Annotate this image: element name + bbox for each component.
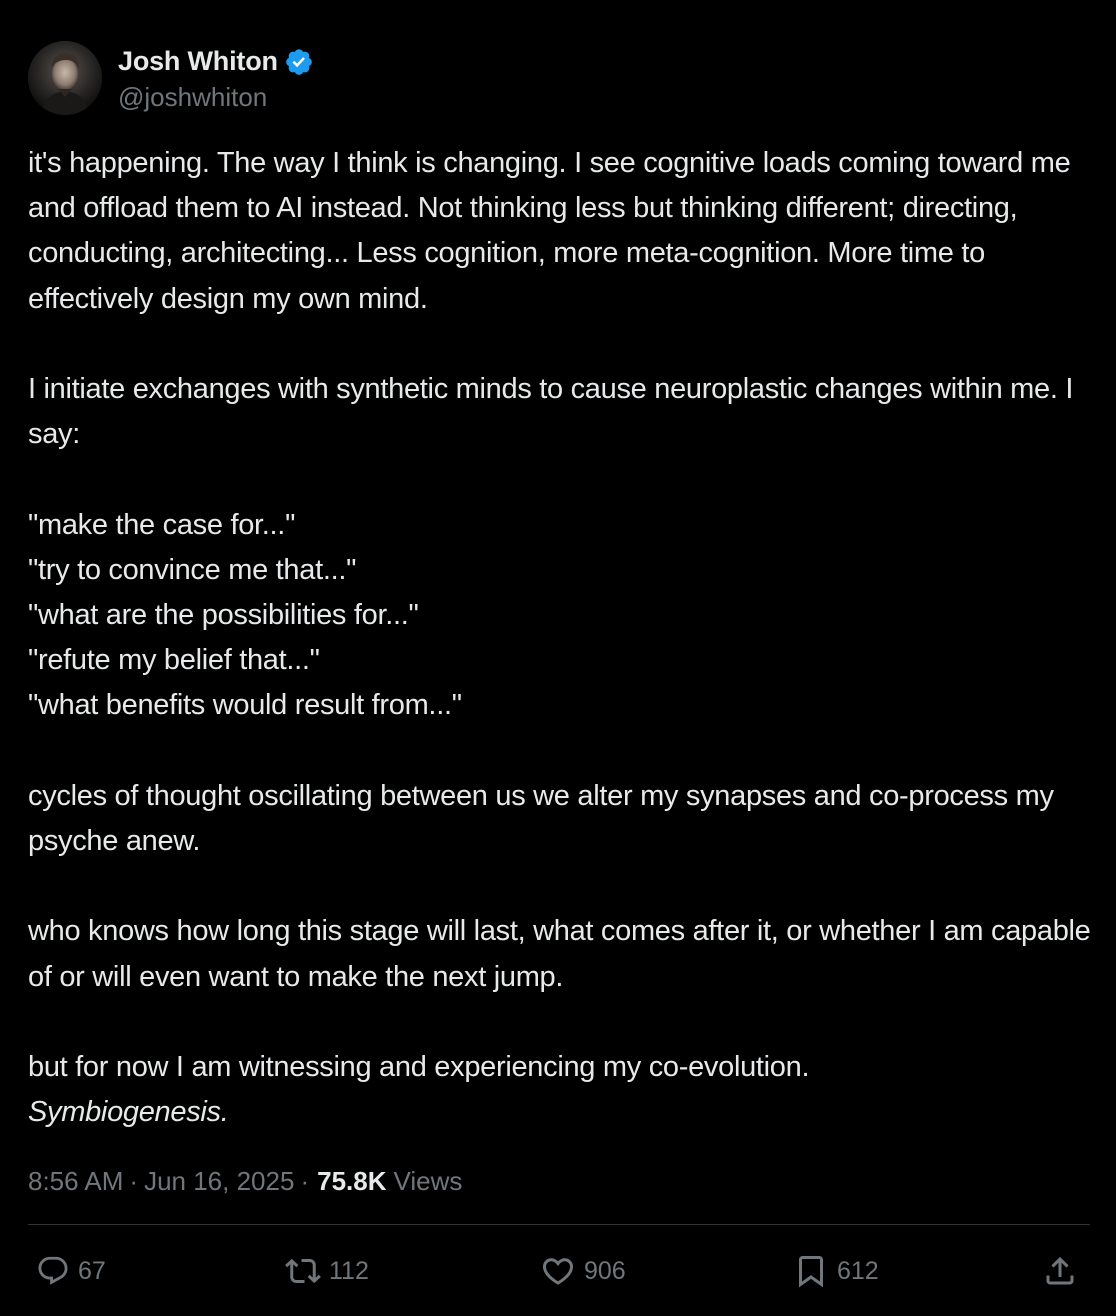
spacer xyxy=(28,457,1098,502)
reply-icon xyxy=(36,1254,70,1288)
bookmark-icon xyxy=(793,1253,829,1289)
display-name[interactable]: Josh Whiton xyxy=(118,46,278,76)
quote-line: "make the case for..." xyxy=(28,508,296,541)
quote-line: "what benefits would result from..." xyxy=(28,689,462,722)
spacer xyxy=(28,864,1098,909)
reply-count: 67 xyxy=(78,1256,106,1285)
tweet-header xyxy=(28,40,314,116)
paragraph: who knows how long this stage will last, what comes after it, or whether I am capable of or will even want to make the next jump. xyxy=(28,915,1091,993)
bookmark-count: 612 xyxy=(837,1256,879,1285)
post-time[interactable]: 8:56 AM xyxy=(28,1166,124,1196)
avatar[interactable] xyxy=(28,41,102,115)
reply-button[interactable] xyxy=(36,1246,106,1296)
share-button[interactable] xyxy=(1042,1246,1078,1296)
paragraph: I initiate exchanges with synthetic minds to cause neuroplastic changes within me. I say: xyxy=(28,373,1074,451)
handle[interactable]: @joshwhiton xyxy=(118,81,268,112)
post-date[interactable]: Jun 16, 2025 xyxy=(144,1166,295,1196)
views-label: Views xyxy=(393,1166,463,1196)
paragraph: but for now I am witnessing and experiencing my co-evolution. xyxy=(28,1050,810,1083)
like-button[interactable] xyxy=(540,1246,626,1296)
verified-badge-icon[interactable] xyxy=(284,47,314,77)
paragraph: it's happening. The way I think is changing. I see cognitive loads coming toward me and offload them to AI instead. Not thinking less but thinking different; directing, conducting, architecting... Less cognition, more meta-cognition. More time to effectively design my own mind. xyxy=(28,147,1071,315)
meta-separator: · xyxy=(129,1166,139,1196)
heart-icon xyxy=(540,1253,576,1289)
spacer xyxy=(28,322,1098,367)
repost-count: 112 xyxy=(329,1256,369,1285)
repost-icon xyxy=(285,1253,321,1289)
closing-word: Symbiogenesis. xyxy=(28,1096,229,1129)
profile-photo xyxy=(28,41,102,115)
quote-line: "try to convince me that..." xyxy=(28,553,357,586)
meta-separator: · xyxy=(300,1166,310,1196)
tweet-text xyxy=(28,141,1098,1135)
spacer xyxy=(28,729,1098,774)
divider xyxy=(28,1224,1090,1225)
views-count[interactable]: 75.8K xyxy=(317,1166,387,1196)
bookmark-button[interactable] xyxy=(793,1246,879,1296)
quote-line: "refute my belief that..." xyxy=(28,644,320,677)
action-bar xyxy=(0,1246,1116,1296)
repost-button[interactable] xyxy=(285,1246,369,1296)
quote-line: "what are the possibilities for..." xyxy=(28,599,419,631)
spacer xyxy=(28,1000,1098,1045)
paragraph: cycles of thought oscillating between us we alter my synapses and co-process my psyche anew. xyxy=(28,779,1054,857)
tweet-meta xyxy=(28,1166,462,1197)
like-count: 906 xyxy=(584,1256,626,1285)
author-names xyxy=(118,44,314,113)
share-icon xyxy=(1042,1253,1078,1289)
name-row xyxy=(118,44,314,80)
